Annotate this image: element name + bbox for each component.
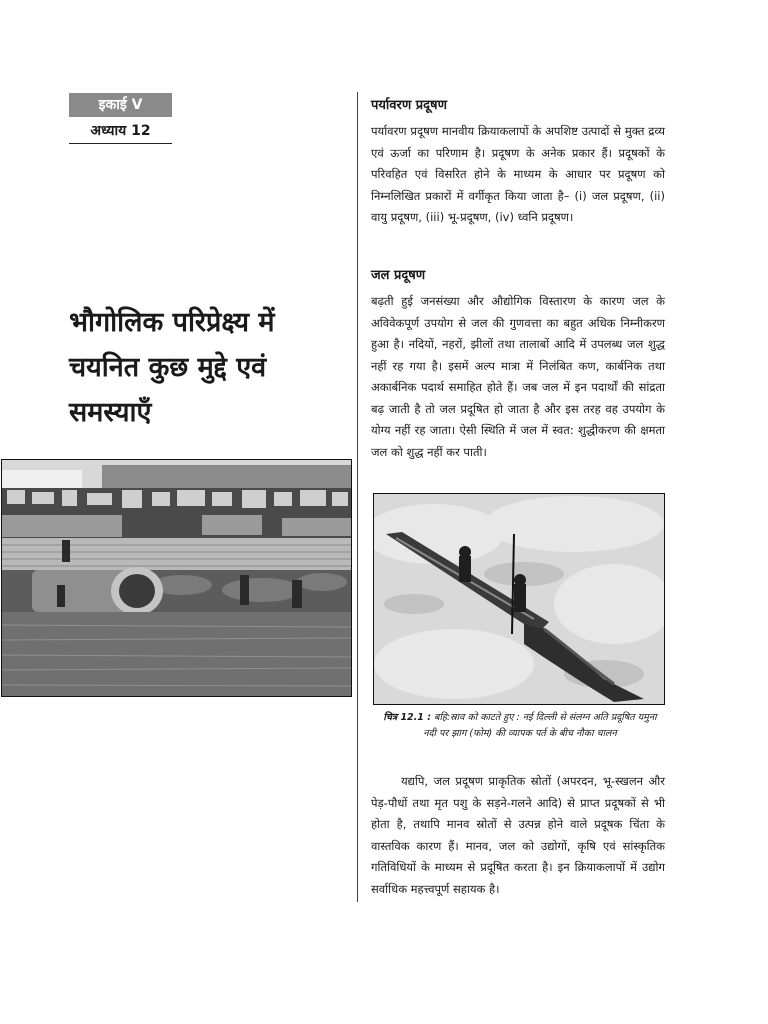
- section-heading-environmental-pollution: पर्यावरण प्रदूषण: [371, 98, 447, 113]
- figure-caption-text: बहि:स्राव को काटते हुए : नई दिल्ली से संलग्न अति प्रदूषित यमुना नदी पर झाग (फोम) की व्यापक पर्त के बीच नौका चालन: [423, 712, 657, 739]
- water-pollution-paragraph: बढ़ती हुई जनसंख्या और औद्योगिक विस्तारण के कारण जल के अविवेकपूर्ण उपयोग से जल की गुणवत्ता का बहुत अधिक निम्नीकरण हुआ है। नदियों, नहरों, झीलों तथा तालाबों आदि में उपलब्ध जल शुद्ध नहीं रह गया है। इसमें अल्प मात्रा में निलंबित कण, कार्बनिक तथा अकार्बनिक पदार्थ समाहित होते हैं। जब जल में इन पदार्थों की सांद्रता बढ़ जाती है तो जल प्रदूषित हो जाता है और इस तरह वह उपयोग के योग्य नहीं रह जाता। ऐसी स्थिति में जल में स्वत: शुद्धीकरण की क्षमता जल को शुद्ध नहीं कर पाती।: [371, 294, 665, 459]
- section-heading-water-pollution: जल प्रदूषण: [371, 268, 426, 283]
- chapter-number: अध्याय 12: [90, 123, 151, 139]
- water-pollution-sources-paragraph: यद्यपि, जल प्रदूषण प्राकृतिक स्रोतों (अपरदन, भू-स्खलन और पेड़-पौधों तथा मृत पशु के सड़ने-गलने आदि) से प्राप्त प्रदूषकों से भी होता है, तथापि मानव स्रोतों से उत्पन्न होने वाले प्रदूषक चिंता के वास्तविक कारण हैं। मानव, जल को उद्योगों, कृषि एवं सांस्कृतिक गतिविधियों के माध्यम से प्रदूषित करता है। इन क्रियाकलापों में उद्योग सर्वाधिक महत्त्वपूर्ण सहायक है।: [371, 774, 665, 896]
- column-divider: [357, 92, 358, 902]
- river-ghat-photo: [1, 459, 352, 697]
- figure-caption: [380, 710, 660, 742]
- figure-number: चित्र 12.1 :: [383, 712, 431, 723]
- unit-label: इकाई V: [69, 93, 172, 117]
- environmental-pollution-paragraph: पर्यावरण प्रदूषण मानवीय क्रियाकलापों के अपशिष्ट उत्पादों से मुक्त द्रव्य एवं ऊर्जा का परिणाम है। प्रदूषण के अनेक प्रकार हैं। प्रदूषकों के परिवहित एवं विसरित होने के माध्यम के आधार पर प्रदूषण को निम्नलिखित प्रकारों में वर्गीकृत किया जाता है– (i) जल प्रदूषण, (ii) वायु प्रदूषण, (iii) भू-प्रदूषण, (iv) ध्वनि प्रदूषण।: [371, 124, 665, 224]
- boat-on-foam-photo: [373, 493, 665, 705]
- chapter-title: भौगोलिक परिप्रेक्ष्य में चयनित कुछ मुद्दे एवं समस्याएँ: [69, 307, 275, 428]
- chapter-rule: [69, 143, 172, 144]
